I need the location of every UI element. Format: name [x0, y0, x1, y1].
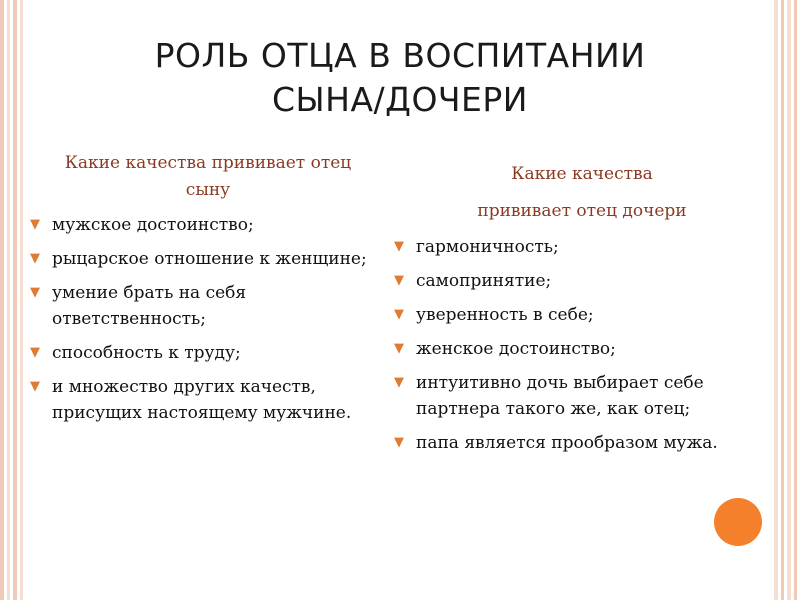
daughter-heading	[392, 156, 772, 230]
list-item	[28, 340, 388, 366]
wedge-bullet-icon: ▼	[30, 285, 40, 300]
list-item	[392, 268, 772, 294]
wedge-bullet-icon: ▼	[30, 345, 40, 360]
list-item	[392, 302, 772, 328]
son-heading-line-2: сыну	[185, 180, 231, 200]
slide-title	[60, 34, 740, 122]
list-item-text: гармоничность;	[416, 237, 559, 257]
son-column	[28, 150, 388, 434]
son-qualities-list	[28, 212, 388, 426]
list-item-text: умение брать на себя ответственность;	[52, 283, 247, 329]
list-item-text: рыцарское отношение к женщине;	[52, 249, 367, 269]
list-item	[28, 280, 388, 332]
daughter-heading-line-2: прививает отец дочери	[477, 201, 687, 221]
wedge-bullet-icon: ▼	[30, 251, 40, 266]
list-item-text: и множество других качеств, присущих настоящему мужчине.	[52, 377, 352, 423]
wedge-bullet-icon: ▼	[394, 435, 404, 450]
list-item-text: мужское достоинство;	[52, 215, 254, 235]
decorative-orange-circle	[714, 498, 762, 546]
list-item	[392, 336, 772, 362]
list-item	[28, 212, 388, 238]
list-item-text: интуитивно дочь выбирает себе партнера такого же, как отец;	[416, 373, 704, 419]
son-heading-line-1: Какие качества прививает отец	[64, 153, 352, 173]
daughter-qualities-list	[392, 234, 772, 456]
list-item-text: папа является прообразом мужа.	[416, 433, 718, 453]
list-item	[392, 370, 772, 422]
wedge-bullet-icon: ▼	[30, 217, 40, 232]
left-decorative-stripes	[0, 0, 26, 600]
wedge-bullet-icon: ▼	[394, 273, 404, 288]
list-item	[28, 246, 388, 272]
list-item	[392, 430, 772, 456]
daughter-column	[392, 156, 772, 464]
son-heading	[28, 150, 388, 204]
list-item	[392, 234, 772, 260]
list-item-text: женское достоинство;	[416, 339, 616, 359]
right-decorative-stripes	[774, 0, 800, 600]
list-item-text: способность к труду;	[52, 343, 241, 363]
title-line-2: СЫНА/ДОЧЕРИ	[272, 80, 528, 119]
daughter-heading-line-1: Какие качества	[511, 164, 653, 184]
wedge-bullet-icon: ▼	[394, 375, 404, 390]
title-line-1: РОЛЬ ОТЦА В ВОСПИТАНИИ	[154, 36, 646, 75]
list-item-text: самопринятие;	[416, 271, 552, 291]
list-item	[28, 374, 388, 426]
list-item-text: уверенность в себе;	[416, 305, 594, 325]
wedge-bullet-icon: ▼	[394, 307, 404, 322]
wedge-bullet-icon: ▼	[30, 379, 40, 394]
wedge-bullet-icon: ▼	[394, 239, 404, 254]
wedge-bullet-icon: ▼	[394, 341, 404, 356]
